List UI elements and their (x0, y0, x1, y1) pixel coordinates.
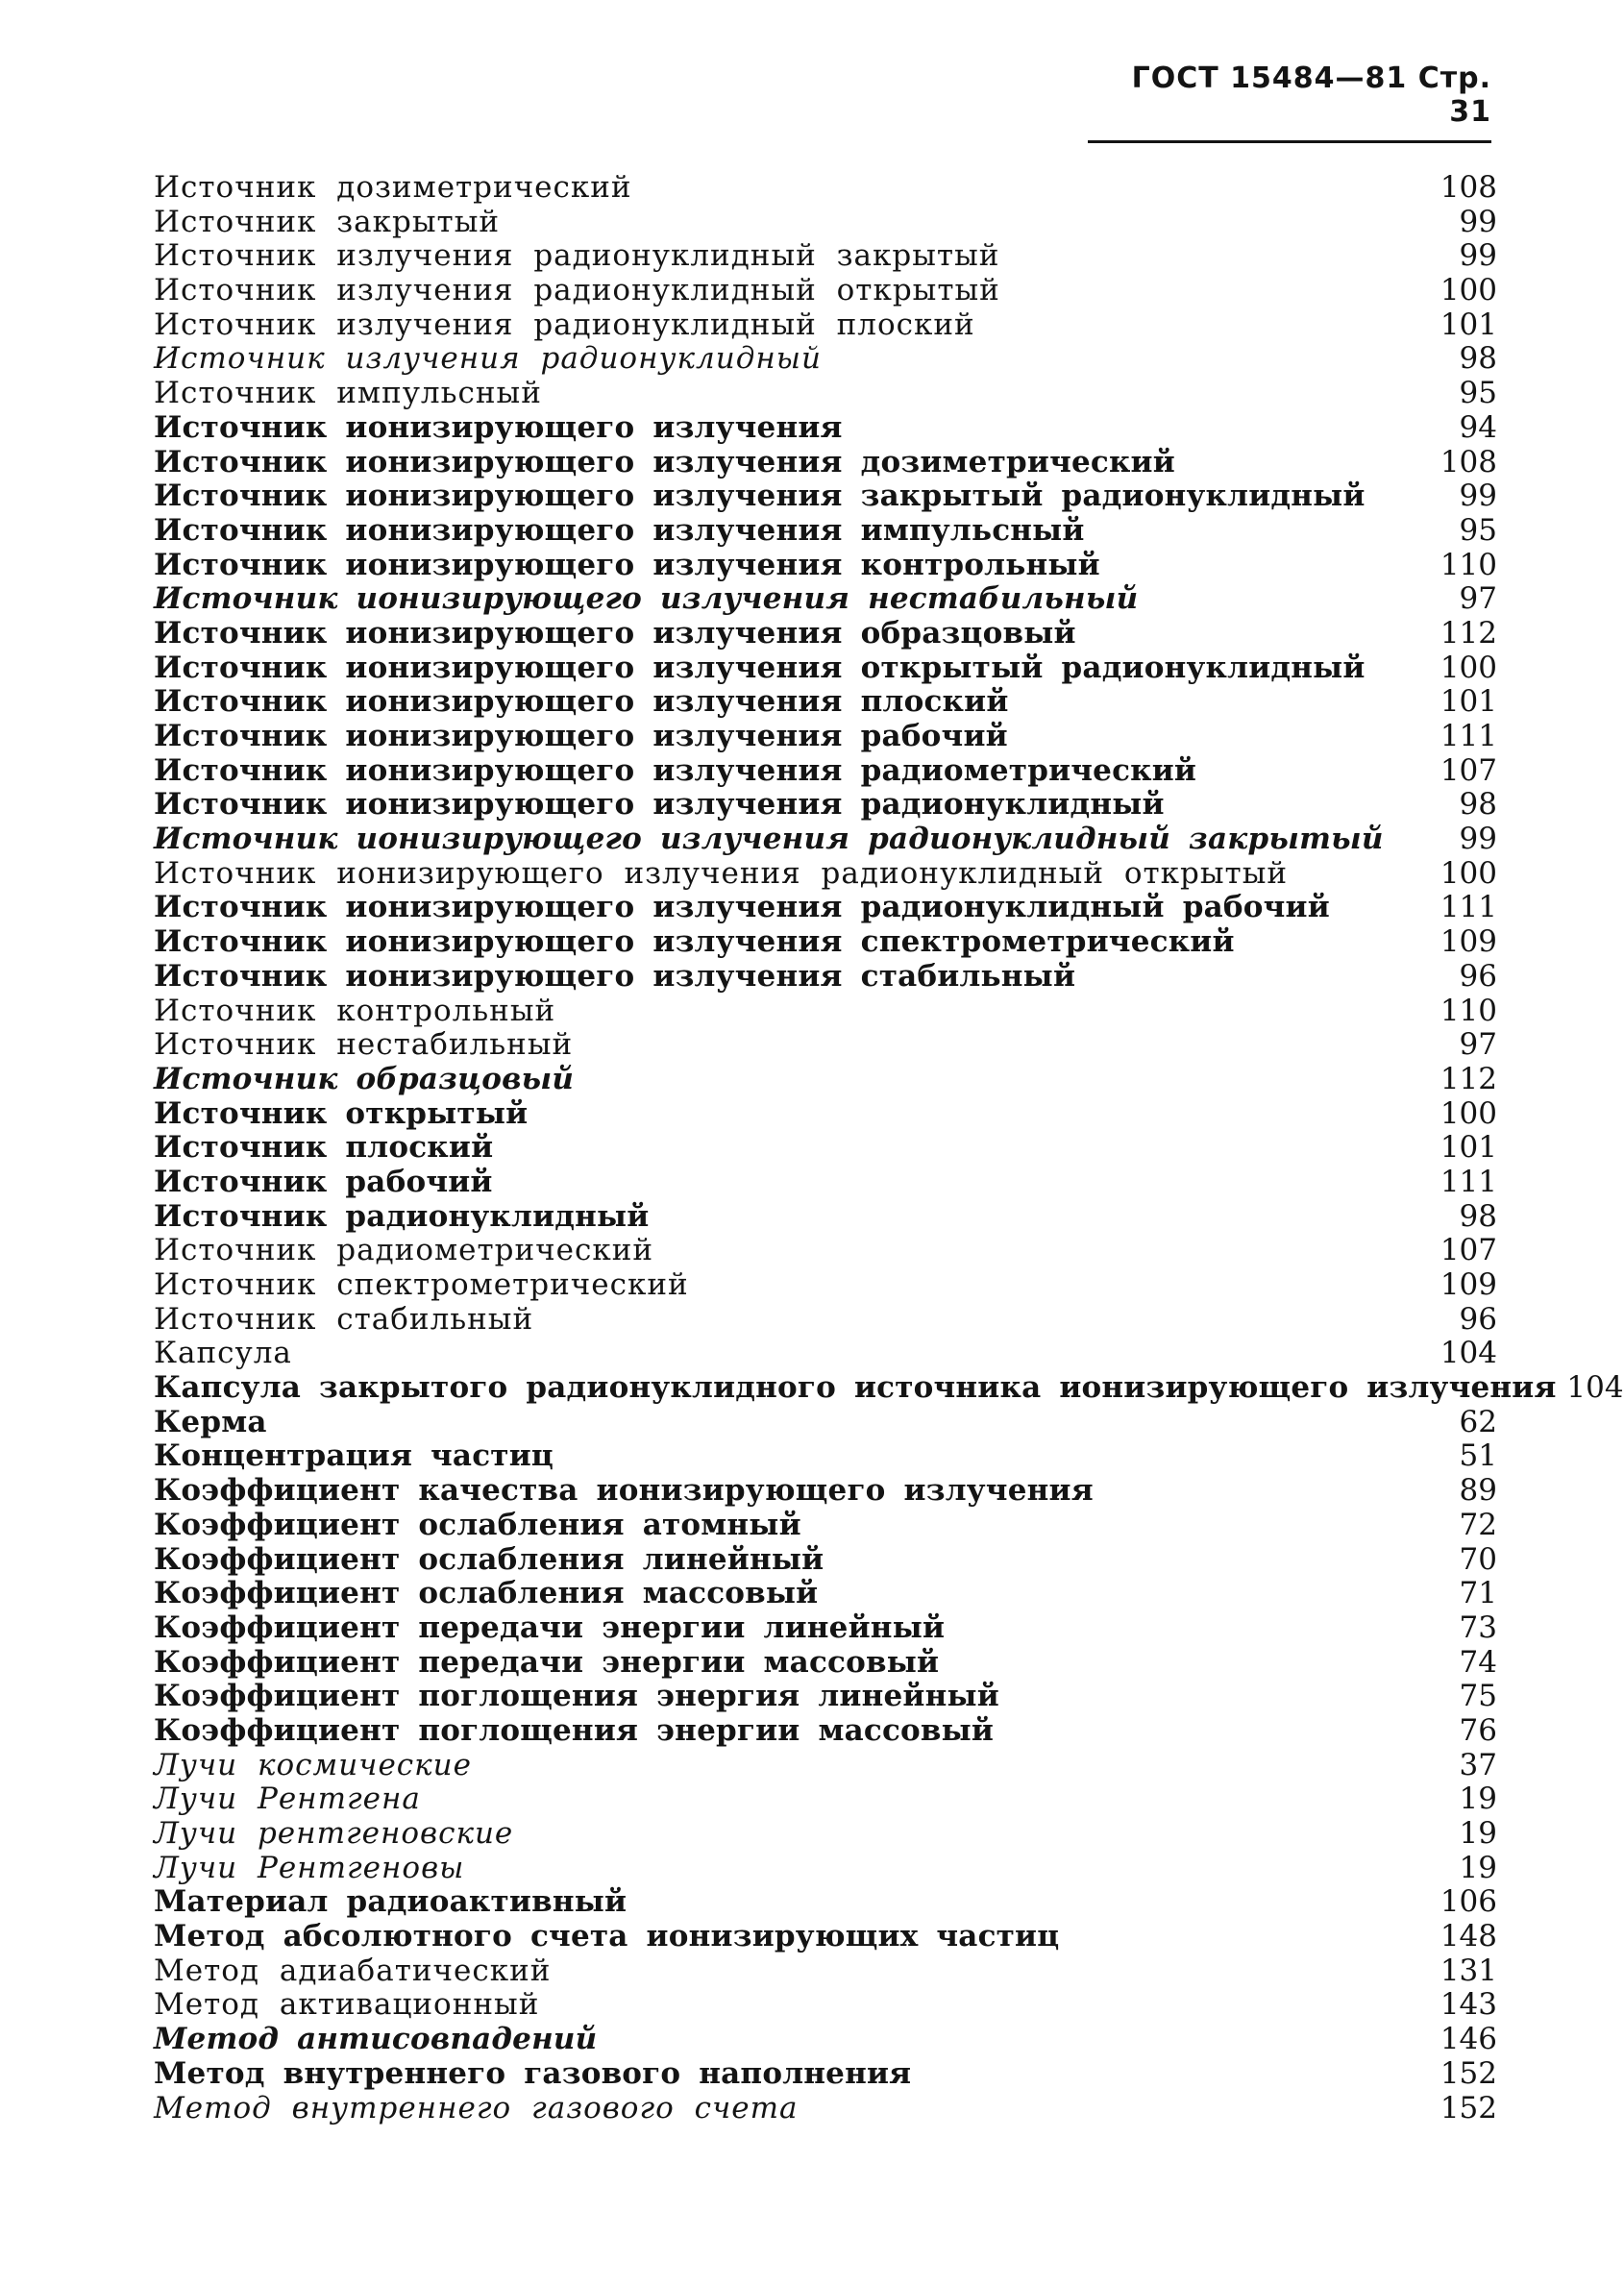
entry-term: Лучи рентгеновские (154, 1816, 514, 1851)
entry-term: Источник ионизирующего излучения импульсный (154, 512, 1085, 548)
entry-page-number: 107 (1439, 1233, 1497, 1268)
entry-term: Метод внутреннего газового счета (154, 2090, 799, 2125)
index-entry (154, 1063, 1497, 1097)
entry-page-number: 109 (1439, 1267, 1497, 1302)
term-index-list (154, 170, 1624, 2125)
index-entry (154, 1852, 1497, 1886)
entry-term: Капсула (154, 1336, 292, 1371)
index-entry (154, 239, 1497, 274)
entry-term: Источник ионизирующего излучения стабильный (154, 958, 1076, 994)
entry-term: Лучи космические (154, 1747, 472, 1782)
entry-term: Источник ионизирующего излучения контрольный (154, 547, 1100, 582)
entry-page-number: 101 (1439, 1130, 1497, 1166)
entry-term: Источник излучения радионуклидный (154, 341, 822, 377)
entry-term: Источник излучения радионуклидный открытый (154, 273, 1000, 308)
entry-page-number: 96 (1459, 1301, 1497, 1337)
index-entry (154, 891, 1497, 925)
index-entry (154, 1234, 1497, 1268)
index-entry (154, 754, 1497, 789)
index-entry (154, 377, 1497, 411)
index-entry (154, 1749, 1497, 1783)
index-entry (154, 1509, 1497, 1543)
entry-page-number: 99 (1459, 822, 1497, 857)
entry-page-number: 70 (1459, 1541, 1497, 1577)
index-entry (154, 2092, 1497, 2126)
index-entry (154, 1988, 1497, 2023)
entry-term: Источник радионуклидный (154, 1198, 650, 1234)
entry-term: Источник ионизирующего излучения закрытый радионуклидный (154, 479, 1366, 514)
entry-page-number: 74 (1459, 1644, 1497, 1680)
entry-term: Метод внутреннего газового наполнения (154, 2055, 912, 2091)
entry-page-number: 19 (1459, 1816, 1497, 1851)
entry-term: Источник импульсный (154, 376, 542, 411)
entry-page-number: 152 (1439, 2055, 1497, 2091)
index-entry (154, 342, 1497, 377)
entry-page-number: 152 (1439, 2090, 1497, 2125)
index-entry (154, 823, 1497, 857)
entry-term: Материал радиоактивный (154, 1884, 627, 1920)
index-entry (154, 446, 1497, 480)
entry-page-number: 89 (1459, 1473, 1497, 1509)
entry-term: Источник ионизирующего излучения радиометрический (154, 752, 1197, 788)
index-entry (154, 995, 1497, 1029)
index-entry (154, 206, 1497, 240)
index-entry (154, 1303, 1497, 1338)
entry-page-number: 111 (1439, 890, 1497, 925)
index-entry (154, 1782, 1497, 1817)
entry-page-number: 99 (1459, 479, 1497, 514)
index-entry (154, 1268, 1497, 1303)
index-entry (154, 960, 1497, 995)
index-entry (154, 685, 1497, 720)
index-entry (154, 411, 1497, 446)
entry-term: Источник ионизирующего излучения радионуклидный (154, 787, 1165, 823)
entry-page-number: 100 (1439, 1095, 1497, 1131)
entry-page-number: 99 (1459, 204, 1497, 239)
index-entry (154, 1406, 1497, 1440)
index-entry (154, 1817, 1497, 1852)
entry-term: Лучи Рентгена (154, 1781, 421, 1817)
entry-page-number: 19 (1459, 1781, 1497, 1817)
index-entry (154, 1097, 1497, 1132)
entry-page-number: 99 (1459, 238, 1497, 274)
entry-page-number: 148 (1439, 1919, 1497, 1954)
index-entry (154, 1474, 1497, 1509)
index-entry (154, 1131, 1497, 1166)
entry-page-number: 98 (1459, 1198, 1497, 1234)
index-entry (154, 1885, 1497, 1920)
entry-term: Источник излучения радионуклидный плоский (154, 307, 975, 342)
entry-page-number: 51 (1459, 1438, 1497, 1474)
entry-term: Источник закрытый (154, 204, 501, 239)
index-entry (154, 1370, 1624, 1406)
entry-term: Источник ионизирующего излучения радионуклидный открытый (154, 855, 1289, 891)
entry-page-number: 72 (1459, 1507, 1497, 1542)
entry-term: Коэффициент передачи энергии массовый (154, 1644, 940, 1680)
index-entry (154, 1028, 1497, 1063)
entry-page-number: 101 (1439, 684, 1497, 720)
entry-term: Источник ионизирующего излучения плоский (154, 684, 1009, 720)
entry-term: Источник ионизирующего излучения спектрометрический (154, 924, 1235, 960)
entry-term: Коэффициент передачи энергии линейный (154, 1609, 946, 1645)
index-entry (154, 1577, 1497, 1611)
entry-term: Коэффициент ослабления линейный (154, 1541, 824, 1577)
index-entry (154, 1920, 1497, 1954)
entry-term: Источник стабильный (154, 1301, 534, 1337)
entry-page-number: 104 (1566, 1370, 1624, 1406)
entry-term: Коэффициент поглощения энергия линейный (154, 1679, 999, 1714)
entry-page-number: 108 (1439, 444, 1497, 479)
entry-term: Источник ионизирующего излучения образцовый (154, 615, 1076, 651)
index-entry (154, 2057, 1497, 2092)
entry-page-number: 110 (1439, 993, 1497, 1028)
entry-page-number: 98 (1459, 341, 1497, 377)
index-entry (154, 549, 1497, 583)
entry-term: Источник ионизирующего излучения радионуклидный закрытый (154, 822, 1384, 857)
index-entry (154, 171, 1497, 206)
entry-term: Источник спектрометрический (154, 1267, 689, 1302)
index-entry (154, 1954, 1497, 1989)
entry-page-number: 98 (1459, 787, 1497, 823)
entry-term: Источник образцовый (154, 1061, 575, 1096)
index-entry (154, 1543, 1497, 1578)
index-entry (154, 788, 1497, 823)
entry-page-number: 111 (1439, 719, 1497, 753)
entry-term: Коэффициент ослабления массовый (154, 1576, 819, 1611)
entry-page-number: 106 (1439, 1884, 1497, 1920)
entry-page-number: 75 (1459, 1679, 1497, 1714)
entry-term: Источник ионизирующего излучения (154, 409, 843, 445)
entry-term: Источник излучения радионуклидный закрытый (154, 238, 1000, 274)
entry-page-number: 97 (1459, 581, 1497, 617)
index-entry (154, 479, 1497, 514)
entry-page-number: 143 (1439, 1987, 1497, 2023)
entry-page-number: 76 (1459, 1712, 1497, 1748)
entry-page-number: 73 (1459, 1609, 1497, 1645)
entry-term: Источник открытый (154, 1095, 529, 1131)
entry-term: Метод антисовпадений (154, 2022, 598, 2057)
index-entry (154, 651, 1497, 686)
entry-page-number: 112 (1439, 615, 1497, 651)
index-entry (154, 857, 1497, 892)
entry-page-number: 97 (1459, 1027, 1497, 1063)
index-entry (154, 1439, 1497, 1474)
entry-page-number: 131 (1439, 1953, 1497, 1988)
index-entry (154, 720, 1497, 754)
entry-page-number: 110 (1439, 547, 1497, 582)
entry-page-number: 101 (1439, 307, 1497, 342)
entry-term: Керма (154, 1404, 267, 1439)
entry-term: Коэффициент поглощения энергии массовый (154, 1712, 995, 1748)
entry-term: Концентрация частиц (154, 1438, 554, 1474)
index-entry (154, 308, 1497, 343)
entry-page-number: 71 (1459, 1576, 1497, 1611)
index-entry (154, 1200, 1497, 1235)
header-text: ГОСТ 15484—81 Стр. 31 (1131, 61, 1491, 129)
entry-term: Источник ионизирующего излучения открытый радионуклидный (154, 650, 1366, 685)
entry-term: Лучи Рентгеновы (154, 1850, 465, 1885)
index-entry (154, 1337, 1497, 1371)
entry-term: Источник ионизирующего излучения рабочий (154, 719, 1008, 753)
entry-term: Источник радиометрический (154, 1233, 654, 1268)
index-entry (154, 1680, 1497, 1714)
entry-page-number: 104 (1439, 1336, 1497, 1371)
index-entry (154, 1714, 1497, 1749)
entry-term: Источник контрольный (154, 993, 556, 1028)
entry-term: Источник рабочий (154, 1164, 493, 1199)
index-entry (154, 925, 1497, 960)
entry-term: Источник ионизирующего излучения дозиметрический (154, 444, 1175, 479)
entry-page-number: 96 (1459, 958, 1497, 994)
index-entry (154, 582, 1497, 617)
entry-page-number: 100 (1439, 650, 1497, 685)
index-entry (154, 2023, 1497, 2057)
entry-page-number: 94 (1459, 409, 1497, 445)
entry-page-number: 19 (1459, 1850, 1497, 1885)
entry-term: Источник нестабильный (154, 1027, 574, 1063)
page-header (1088, 61, 1491, 143)
entry-term: Метод адиабатический (154, 1953, 552, 1988)
entry-page-number: 109 (1439, 924, 1497, 960)
index-entry (154, 617, 1497, 651)
entry-term: Коэффициент ослабления атомный (154, 1507, 801, 1542)
entry-term: Капсула закрытого радионуклидного источника ионизирующего излучения (154, 1370, 1557, 1406)
entry-page-number: 107 (1439, 752, 1497, 788)
entry-page-number: 62 (1459, 1404, 1497, 1439)
entry-page-number: 37 (1459, 1747, 1497, 1782)
entry-page-number: 95 (1459, 512, 1497, 548)
entry-term: Коэффициент качества ионизирующего излучения (154, 1473, 1094, 1509)
entry-term: Метод абсолютного счета ионизирующих частиц (154, 1919, 1060, 1954)
entry-page-number: 100 (1439, 273, 1497, 308)
entry-page-number: 112 (1439, 1061, 1497, 1096)
entry-page-number: 95 (1459, 376, 1497, 411)
entry-page-number: 100 (1439, 855, 1497, 891)
entry-term: Метод активационный (154, 1987, 540, 2023)
entry-term: Источник ионизирующего излучения радионуклидный рабочий (154, 890, 1330, 925)
index-entry (154, 1611, 1497, 1646)
entry-term: Источник ионизирующего излучения нестабильный (154, 581, 1139, 617)
index-entry (154, 1646, 1497, 1681)
index-entry (154, 514, 1497, 549)
entry-page-number: 146 (1439, 2022, 1497, 2057)
entry-page-number: 111 (1439, 1164, 1497, 1199)
entry-term: Источник дозиметрический (154, 170, 632, 205)
index-entry (154, 1166, 1497, 1200)
index-entry (154, 274, 1497, 308)
entry-page-number: 108 (1439, 170, 1497, 205)
entry-term: Источник плоский (154, 1130, 494, 1166)
